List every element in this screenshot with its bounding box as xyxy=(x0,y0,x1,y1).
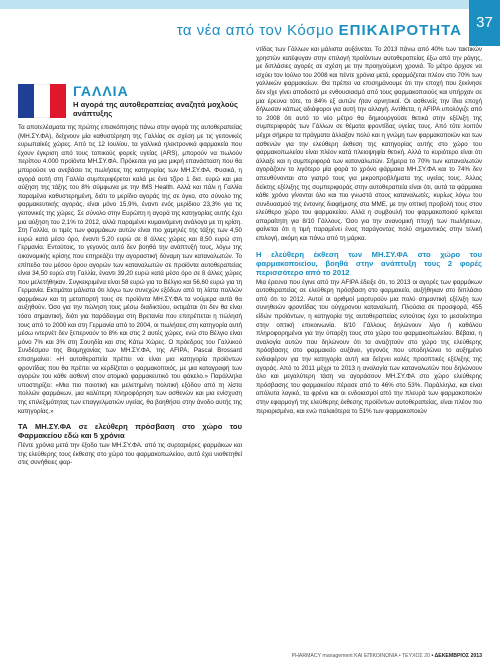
left-paragraph: Τα αποτελέσματα της πρώτης επισκόπησης πάνω στην αγορά της αυτοθεραπείας (ΜΗ.ΣΥ.ΦΑ), δείχνουν μία καθυστέρηση της Γαλλίας σε σχέση με τις γειτονικές ευρωπαϊκές χώρες. Από τις 12 Ιουλίου, τα γαλλικά ηλεκτρονικά φαρμακεία που έχουν έγκριση από τους τοπικούς φορείς υγείας (ARS), μπορούν να πωλούν περίπου 4.000 προϊόντα ΜΗ.ΣΥ.ΦΑ. Πρόκειται για μια μικρή επανάσταση που θα μπορούσε να ανεβάσει τις πωλήσεις της κατηγορίας των ΜΗ.ΣΥ.ΦΑ. Φυσικά, η αγορά αυτή στη Γαλλία συμπεριφέρεται καλά με ένα τζίρο 1 δισ. ευρώ και μια αύξηση της τάξης του 8% σύμφωνα με την IMS Health. Αλλά και πάλι η Γαλλία παραμένει καθυστερημένη, διότι το μερίδιο αγοράς της σε όγκο, στο σύνολο της φαρμακευτικής αγοράς, είναι μόνο 15,9%, έναντι ενός μερίδιου 23,3% για τις γειτονικές της χώρες. Σε σύνολο στην Ευρώπη η αγορά της κατηγορίας αυτής έχει μια αύξηση του 2,1% το 2012, αλλά παραμένει κυμαινόμενη ανάλογα με τη κρίση. Στη Γαλλία, οι τιμές των φαρμάκων αυτών είναι πιο χαμηλές της τάξης των 4,50 ευρώ κατά μέσο όρο, έναντι 5,20 ευρώ σε 8 άλλες χώρες και 8,50 ευρώ στη Γερμανία. Εντούτοις, το γεγονός αυτό δεν βοηθά την ανάπτυξή τους, λόγω της οικονομικής κρίσης που επηρεάζει την αγοραστική δύναμη των καταναλωτών. Το επίπεδο του μέσου όρου αγορών των καταναλωτών σε προϊόντα αυτοθεραπείας είναι 34,50 ευρώ στη Γαλλία, έναντι 39,20 ευρώ κατά μέσο όρο σε 8 άλλες χώρες που μελετήθηκαν. Συγκεκριμένα είναι 58 ευρώ για το Βέλγιο και 56,60 ευρώ για τη Γερμανία. Εκτιμάται μάλιστα ότι λόγω των συνεχών εξόδων από τη λίστα πολλών φαρμάκων και τη μεταπορτή τους σε προϊόντα ΜΗ.ΣΥ.ΦΑ τα νούμερα αυτά θα αυξηθούν. Όσο για την πώληση τους μέσω διαδικτύου, εκτιμάται ότι δεν θα είναι τόσο σημαντική, διότι για παράδειγμα στη Βρετανία που επιτρέπεται η πώλησή τους από το 2000 και στη Γερμανία από το 2004, οι πωλήσεις στη κατηγορία αυτή μέσω ιντερνέτ δεν ξεπερνούν το 8% και στις 2 αυτές χώρες, ενώ στο Βέλγιο είναι μόνο 7% και 3% στη Σουηδία και στις Κάτω Χώρες. Ο πρόεδρος του Γαλλικού Συνδέσμου της Βιομηχανίας των ΜΗ.ΣΥ.ΦΑ, της AFIPA, Pascal Brossard επισημαίνει: «Η αυτοθεραπεία πρέπει να είναι μια κατηγορία προϊόντων φροντίδας που θα πρέπει να κερδίζεται ο φαρμακοποιός, με μια καταγραφή των αγορών του κάθε ασθενή στον ατομικό φαρμακευτικό του φάκελο.» Παράλληλα υποστηρίζει: «Μια πιο ποιοτική και μελετημένη πολιτική εξόδου από τη λίστα πολλών φαρμάκων, μια καλύτερη πληροφόρηση των ασθενών και μια ενίσχυση της επιλεξιμότητας των επαγγελματιών υγείας, θα βοηθήσει στην άνοδο αυτής της κατηγορίας.» xyxy=(18,124,243,415)
country-title: ΓΑΛΛΙΑ xyxy=(73,83,129,99)
subhead-1: ΤΑ ΜΗ.ΣΥ.ΦΑ σε ελεύθερη πρόσβαση στο χώρο του Φαρμακείου εδώ και 5 χρόνια xyxy=(18,422,242,441)
footer-issue: • ΤΕΥΧΟΣ 20 xyxy=(398,653,430,659)
left-column xyxy=(18,124,242,468)
subhead-2: Η ελεύθερη έκθεση των ΜΗ.ΣΥ.ΦΑ στο χώρο του φαρμακοποιείου, βοηθά στην ανάπτυξη τους 2 φορές περισσότερο από το 2012 xyxy=(256,249,482,277)
right-paragraph-2: Μια έρευνα που έγινε από την AFIPA έδειξε ότι, το 2013 οι αγορές των φαρμάκων αυτοθεραπείας σε ελεύθερη πρόσβαση στο φαρμακείο, αυξήθηκαν στο διπλάσιο από ότι το 2012. Αυτοί οι αριθμοί μαρτυρούν μια πολύ σημαντική εξέλιξη των συνηθειών φροντίδας του ούγχρονου καταναλωτή. Πλούσια σε προσφορά, 455 είδών προϊόντων, η κατηγορία της αυτοθεραπείας εντούτοις έχει το μεσοέκτημα στην οπτική επικοινωνία. 8/10 Γάλλους δηλώνουν λίγο ή καθόλου πληροφορημένοι για την ύπαρξη τους στο χώρο του φαρμακοπωλείου. Βέβαια, η αναλογία αυτών που δηλώνουν ότι τα αναζητούν στο χώρο της ελεύθερης πρόσβασης στο φαρμακείο αυξάνει, γεγονός που υποδηλώνει το αυξημένο ενδιαφέρον για την κατηγορία αυτή και δείχνει καλές προοπτικές εξέλιξης της αγοράς. Από το 2011 μέχρι το 2013 η αναλογία των καταναλωτών που δηλώνουν όλο και μεγαλύτερη τάση να αγοράσουν ΜΗ.ΣΥ.ΦΑ στο χώρο ελεύθερης πρόσβασης του φαρμακείου πέρασε από το 46% στο 53%. Παράλληλα, και είναι απόλυτα λογικό, τα φρένα και οι ενδοιασμοί από την πλευρά των φαρμακοποιών στην εφαρμογή της ελεύθερης έκθεσης προϊόντων αυτοθεραπείας, είναι πλέον πιο περιορισμένα, και ενώ παλαιότερα το 51% των φαρμακοποιών xyxy=(256,278,482,415)
article-headline: Η αγορά της αυτοθεραπείας αναζητά μοχλούς ανάπτυξης xyxy=(73,100,238,118)
section-main: ΕΠΙΚΑΙΡΟΤΗΤΑ xyxy=(338,22,462,39)
section-prefix: τα νέα από τον Κόσμο xyxy=(176,22,334,39)
page-number: 37 xyxy=(469,0,500,46)
page-footer xyxy=(292,653,482,659)
right-column xyxy=(256,46,482,416)
footer-magazine: PHARMACY management ΚΑΙ ΕΠΙΚΟΙΝΩΝΙΑ xyxy=(291,653,398,659)
france-flag-icon xyxy=(18,84,66,118)
section-title xyxy=(177,22,462,39)
page-header xyxy=(0,0,500,46)
right-paragraph-1: ντίδας των Γάλλων και μάλιστα αυξάνεται. Το 2013 πάνω από 40% των τακτικών χρηστών κατέφυγαν στην επιλογή προϊόντων αυτοθεραπείας έξω από την ράγης, με διπλάσιες αγορές σε σχέση με την προηγούμενη χρονιά. Το μέτρο άρχισε να ισχύει τον Ιούλιο του 2008 και πέντε χρόνια μετά, εφαρμόζεται πλέον στο 70% των γαλλικών φαρμακείων. Θα πρέπει να επισημάνουμε ότι την εποχή που ξεκίνησε δεν είχε γίνει αποδεκτό με ενθουσιασμό από τους φαρμακοποιούς και υπήρχαν σε μια έρευνα τότε, το 84% εξ αυτών ήταν αρνητικοί. Οι ασθενείς την ίδια εποχή δήλωσαν κάπως αδιάφοροι για αυτή την αλλαγή. Αντίθετα, η AFIPA υπολόγιζε από το 2008 ότι αυτό το νέο μέτρο θα δημιουργούσε θετικά στην εξέλιξη της συμπεριφοράς των Γάλλων σε θέματα φροντίδας υγείας τους. Από τότε λοιπόν μέχρι σήμερα τα πράγματα άλλαξαν πολύ και η γνώμη των φαρμακοποιών και των ασθενών για την ελεύθερη έκθεση της κατηγορίας αυτής στο χώρο του φαρμακοπωλείου είναι πλέον κατά πλειοψηφία θετική. Αλλά το κυριότερο είναι ότι άλλαξε και η συμπεριφορά των καταναλωτών. Σήμερα το 70% των καταναλωτών αγοράζουν το λιγότερο μία φορά το χρόνο φάρμακα ΜΗ.ΣΥ.ΦΑ και το 74% δεν απευθύνονται στο γιατρό τους για μικροπροβλήματα της υγείας τους. Άλλος δείκτης εξέλιξης της συμπεριφοράς στην αυτοθεραπεία είναι ότι, αυτά τα φάρμακα κάθε χρόνο γίνονται όλο και πιο γνωστά στους καταναλωτές, κυρίως λόγω του συνδυασμού της έντονης διαφήμισης στα ΜΜΕ, με την οπτική προβολή τους στον ελεύθερο χώρο του φαρμακείου. Αλλά η συμβουλή του φαρμακοποιού κρίνεται απαραίτητη για 8/10 Γάλλους. Όσο για την ανανομική πτυχή των πωλήσεων, φαίνεται ότι η τιμή παραμένει ένας παράγοντας πολύ σημαντικός στην τελική επιλογή, ακόμη και πάνω από τη μάρκα. xyxy=(256,46,482,243)
header-bar xyxy=(0,0,470,9)
subhead-1-text: Πέντε χρόνια μετά την έξοδο των ΜΗ.ΣΥ.ΦΑ. από τις συρταριέρες φαρμάκων και της ελεύθερης τους έκθεσης στο χώρο του φαρμακοπωλείου, αυτό έχει υιοθετηθεί στις συνήθειες φαρ- xyxy=(18,442,242,467)
footer-date: • ΔΕΚΕΜΒΡΙΟΣ 2013 xyxy=(431,653,482,659)
